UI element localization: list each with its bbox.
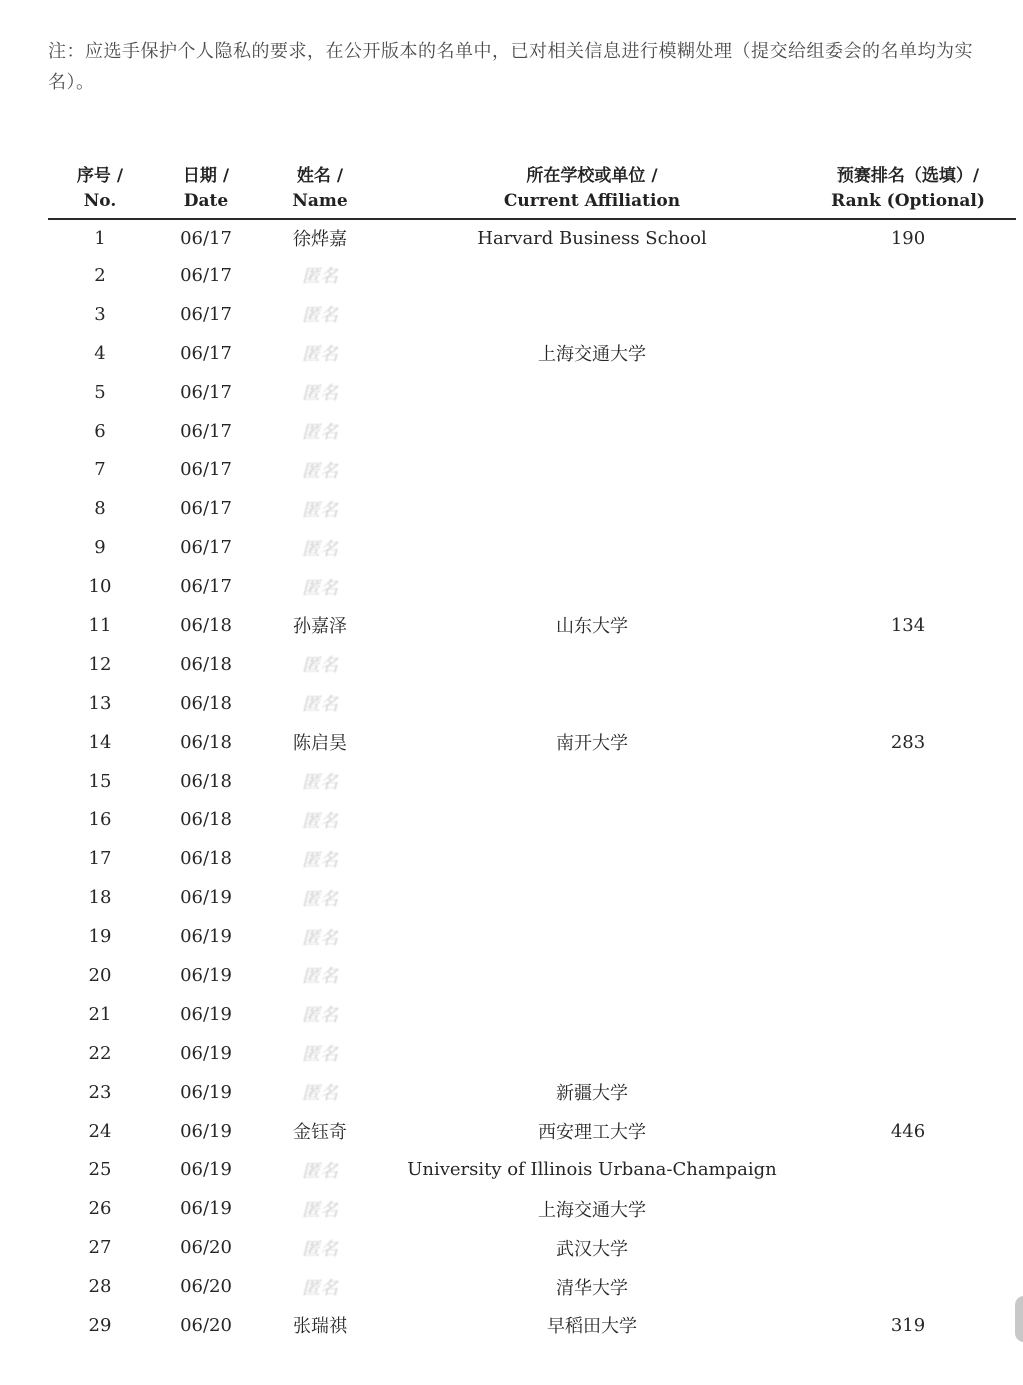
header-rank-en: Rank (Optional) (831, 191, 985, 211)
table-row (48, 567, 1016, 606)
row-date: 06/18 (180, 653, 232, 675)
header-affiliation-cn: 所在学校或单位 / (526, 166, 658, 186)
row-affiliation: 早稻田大学 (547, 1316, 637, 1338)
row-rank (808, 917, 1008, 956)
row-rank: 319 (890, 1314, 926, 1336)
header-name-cn: 姓名 / (296, 166, 344, 186)
row-date: 06/17 (180, 227, 232, 249)
row-affiliation (380, 995, 804, 1034)
scrollbar-handle[interactable] (1015, 1296, 1023, 1342)
table-row (48, 606, 1016, 645)
row-date: 06/17 (180, 459, 232, 481)
table-row (48, 1267, 1016, 1306)
row-name: 匿名 (302, 577, 338, 599)
header-date-en: Date (183, 191, 229, 211)
row-date: 06/17 (180, 498, 232, 520)
row-affiliation (380, 800, 804, 839)
header-date (156, 164, 256, 214)
row-rank (808, 956, 1008, 995)
row-number: 7 (94, 459, 106, 481)
table-row (48, 450, 1016, 489)
row-name: 匿名 (302, 460, 338, 482)
table-row (48, 220, 1016, 256)
row-name: 陈启昊 (293, 733, 347, 755)
row-name: 匿名 (302, 1044, 338, 1066)
header-rank-cn: 预赛排名（选填）/ (836, 166, 980, 186)
table-row (48, 839, 1016, 878)
row-rank (808, 684, 1008, 723)
row-rank: 134 (890, 614, 926, 636)
header-no-cn: 序号 / (76, 166, 124, 186)
row-name: 匿名 (302, 499, 338, 521)
row-affiliation (380, 450, 804, 489)
table-row (48, 489, 1016, 528)
row-number: 14 (88, 731, 112, 753)
header-date-cn: 日期 / (182, 166, 230, 186)
row-rank (808, 1189, 1008, 1228)
row-name: 匿名 (302, 344, 338, 366)
row-name: 匿名 (302, 1199, 338, 1221)
row-date: 06/20 (180, 1276, 232, 1298)
table-row (48, 528, 1016, 567)
row-rank (808, 878, 1008, 917)
row-date: 06/19 (180, 926, 232, 948)
row-rank (808, 450, 1008, 489)
row-name: 张瑞祺 (293, 1316, 347, 1338)
table-row (48, 1306, 1016, 1345)
row-name: 匿名 (302, 383, 338, 405)
row-number: 24 (88, 1120, 112, 1142)
header-no (48, 164, 152, 214)
row-affiliation (380, 917, 804, 956)
row-affiliation: 武汉大学 (556, 1238, 628, 1260)
row-rank (808, 528, 1008, 567)
row-date: 06/18 (180, 692, 232, 714)
row-date: 06/18 (180, 770, 232, 792)
row-rank (808, 839, 1008, 878)
row-number: 3 (94, 303, 106, 325)
table-row (48, 917, 1016, 956)
row-affiliation (380, 373, 804, 412)
row-rank (808, 1150, 1008, 1189)
row-number: 2 (94, 264, 106, 286)
row-date: 06/19 (180, 1003, 232, 1025)
row-rank (808, 412, 1008, 451)
row-number: 15 (88, 770, 112, 792)
row-affiliation: 新疆大学 (556, 1083, 628, 1105)
row-number: 10 (88, 576, 112, 598)
row-name: 匿名 (302, 966, 338, 988)
row-rank (808, 762, 1008, 801)
table-row (48, 762, 1016, 801)
row-number: 26 (88, 1198, 112, 1220)
row-number: 9 (94, 537, 106, 559)
row-affiliation: 山东大学 (556, 616, 628, 638)
row-number: 28 (88, 1276, 112, 1298)
row-number: 6 (94, 420, 106, 442)
row-name: 金钰奇 (293, 1122, 347, 1144)
row-date: 06/18 (180, 809, 232, 831)
row-date: 06/19 (180, 1120, 232, 1142)
row-rank (808, 489, 1008, 528)
row-date: 06/17 (180, 264, 232, 286)
row-name: 匿名 (302, 927, 338, 949)
row-date: 06/17 (180, 381, 232, 403)
row-name: 匿名 (302, 772, 338, 794)
row-affiliation (380, 839, 804, 878)
row-affiliation (380, 645, 804, 684)
row-rank (808, 645, 1008, 684)
row-date: 06/18 (180, 614, 232, 636)
row-affiliation (380, 295, 804, 334)
table-row (48, 1228, 1016, 1267)
table-row (48, 1150, 1016, 1189)
row-name: 匿名 (302, 266, 338, 288)
header-name-en: Name (292, 191, 348, 211)
row-name: 匿名 (302, 1083, 338, 1105)
row-date: 06/18 (180, 731, 232, 753)
row-rank (808, 1073, 1008, 1112)
row-affiliation: 南开大学 (556, 733, 628, 755)
row-name: 匿名 (302, 305, 338, 327)
row-affiliation: 上海交通大学 (538, 1199, 646, 1221)
header-affiliation (380, 164, 804, 214)
row-rank: 190 (890, 227, 926, 249)
row-date: 06/19 (180, 1042, 232, 1064)
row-affiliation: 上海交通大学 (538, 344, 646, 366)
row-date: 06/17 (180, 420, 232, 442)
row-rank (808, 1034, 1008, 1073)
row-rank (808, 567, 1008, 606)
row-affiliation (380, 567, 804, 606)
row-name: 徐烨嘉 (293, 229, 347, 250)
row-date: 06/19 (180, 887, 232, 909)
table-row (48, 373, 1016, 412)
row-affiliation (380, 256, 804, 295)
table-row (48, 295, 1016, 334)
table-row (48, 1034, 1016, 1073)
row-name: 匿名 (302, 655, 338, 677)
table-row (48, 1073, 1016, 1112)
table-row (48, 1112, 1016, 1151)
row-name: 匿名 (302, 1238, 338, 1260)
header-no-en: No. (83, 191, 117, 211)
row-affiliation (380, 1034, 804, 1073)
row-number: 27 (88, 1237, 112, 1259)
row-date: 06/19 (180, 1081, 232, 1103)
row-date: 06/17 (180, 342, 232, 364)
row-rank: 446 (890, 1120, 926, 1142)
row-name: 匿名 (302, 694, 338, 716)
row-rank: 283 (890, 731, 926, 753)
table-row (48, 334, 1016, 373)
table-header (48, 160, 1016, 220)
row-date: 06/17 (180, 303, 232, 325)
row-number: 13 (88, 692, 112, 714)
row-number: 12 (88, 653, 112, 675)
row-number: 4 (94, 342, 106, 364)
row-number: 5 (94, 381, 106, 403)
row-date: 06/19 (180, 1159, 232, 1181)
row-date: 06/19 (180, 1198, 232, 1220)
participant-table (48, 160, 1016, 1345)
row-rank (808, 800, 1008, 839)
row-number: 29 (88, 1314, 112, 1336)
row-name: 匿名 (302, 1160, 338, 1182)
row-rank (808, 373, 1008, 412)
row-rank (808, 1267, 1008, 1306)
row-affiliation: 清华大学 (556, 1277, 628, 1299)
row-name: 匿名 (302, 1005, 338, 1027)
table-row (48, 956, 1016, 995)
row-number: 21 (88, 1003, 112, 1025)
table-row (48, 800, 1016, 839)
row-date: 06/20 (180, 1314, 232, 1336)
row-affiliation (380, 956, 804, 995)
row-date: 06/17 (180, 576, 232, 598)
row-name: 匿名 (302, 888, 338, 910)
row-name: 孙嘉泽 (293, 616, 347, 638)
privacy-note: 注：应选手保护个人隐私的要求，在公开版本的名单中，已对相关信息进行模糊处理（提交给组委会的名单均为实名）。 (48, 41, 973, 93)
row-date: 06/18 (180, 848, 232, 870)
row-number: 8 (94, 498, 106, 520)
row-date: 06/20 (180, 1237, 232, 1259)
row-rank (808, 295, 1008, 334)
row-rank (808, 334, 1008, 373)
row-number: 18 (88, 887, 112, 909)
table-row (48, 412, 1016, 451)
row-number: 19 (88, 926, 112, 948)
row-date: 06/19 (180, 964, 232, 986)
row-rank (808, 995, 1008, 1034)
row-number: 20 (88, 964, 112, 986)
row-affiliation (380, 412, 804, 451)
row-number: 23 (88, 1081, 112, 1103)
table-row (48, 723, 1016, 762)
table-row (48, 995, 1016, 1034)
header-name (270, 164, 370, 214)
table-row (48, 684, 1016, 723)
row-number: 17 (88, 848, 112, 870)
row-number: 11 (88, 614, 112, 636)
row-date: 06/17 (180, 537, 232, 559)
table-row (48, 878, 1016, 917)
table-row (48, 256, 1016, 295)
row-affiliation: 西安理工大学 (538, 1122, 646, 1144)
row-number: 25 (88, 1159, 112, 1181)
row-name: 匿名 (302, 849, 338, 871)
row-rank (808, 256, 1008, 295)
row-affiliation: Harvard Business School (477, 227, 707, 249)
row-number: 22 (88, 1042, 112, 1064)
row-name: 匿名 (302, 422, 338, 443)
table-body (48, 220, 1016, 1345)
header-affiliation-en: Current Affiliation (503, 191, 681, 211)
table-row (48, 645, 1016, 684)
row-number: 1 (94, 227, 106, 249)
row-rank (808, 1228, 1008, 1267)
row-affiliation (380, 684, 804, 723)
row-affiliation (380, 878, 804, 917)
row-affiliation: University of Illinois Urbana-Champaign (407, 1159, 777, 1181)
row-affiliation (380, 762, 804, 801)
row-number: 16 (88, 809, 112, 831)
row-affiliation (380, 489, 804, 528)
row-name: 匿名 (302, 1277, 338, 1299)
header-rank (808, 164, 1008, 214)
row-name: 匿名 (302, 538, 338, 560)
table-row (48, 1189, 1016, 1228)
row-name: 匿名 (302, 810, 338, 832)
row-affiliation (380, 528, 804, 567)
